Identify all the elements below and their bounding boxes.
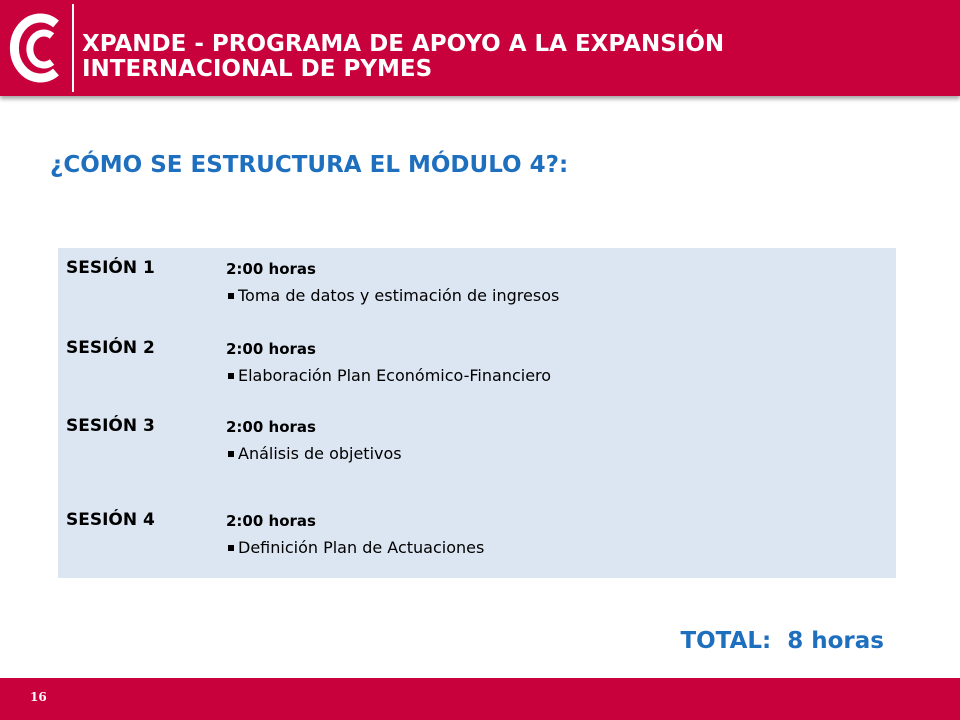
square-bullet-icon [228, 545, 234, 551]
title-line-1: XPANDE - PROGRAMA DE APOYO A LA EXPANSIÓN [82, 31, 725, 57]
session-table [58, 248, 896, 578]
square-bullet-icon [228, 451, 234, 457]
session-item-text: Definición Plan de Actuaciones [238, 538, 485, 557]
total-hours: TOTAL: 8 horas [680, 628, 884, 654]
title-line-2: INTERNACIONAL DE PYMES [82, 56, 433, 82]
session-item [226, 538, 484, 557]
session-item [226, 366, 551, 385]
session-item-text: Elaboración Plan Económico-Financiero [238, 366, 552, 385]
session-label: SESIÓN 3 [66, 416, 155, 436]
session-hours: 2:00 horas [226, 418, 316, 436]
session-item-text: Toma de datos y estimación de ingresos [238, 286, 560, 305]
session-hours: 2:00 horas [226, 260, 316, 278]
session-label: SESIÓN 1 [66, 258, 155, 278]
session-hours: 2:00 horas [226, 512, 316, 530]
square-bullet-icon [228, 373, 234, 379]
footer-bar [0, 678, 960, 720]
header-bar [0, 0, 960, 96]
section-heading: ¿CÓMO SE ESTRUCTURA EL MÓDULO 4?: [50, 152, 569, 178]
camara-logo-icon [6, 6, 70, 90]
session-item-text: Análisis de objetivos [238, 444, 402, 463]
page-title [82, 32, 942, 82]
session-label: SESIÓN 2 [66, 338, 155, 358]
session-item [226, 444, 402, 463]
session-item [226, 286, 559, 305]
session-label: SESIÓN 4 [66, 510, 155, 530]
page-number: 16 [30, 690, 47, 704]
session-hours: 2:00 horas [226, 340, 316, 358]
square-bullet-icon [228, 293, 234, 299]
header-divider [72, 4, 74, 92]
